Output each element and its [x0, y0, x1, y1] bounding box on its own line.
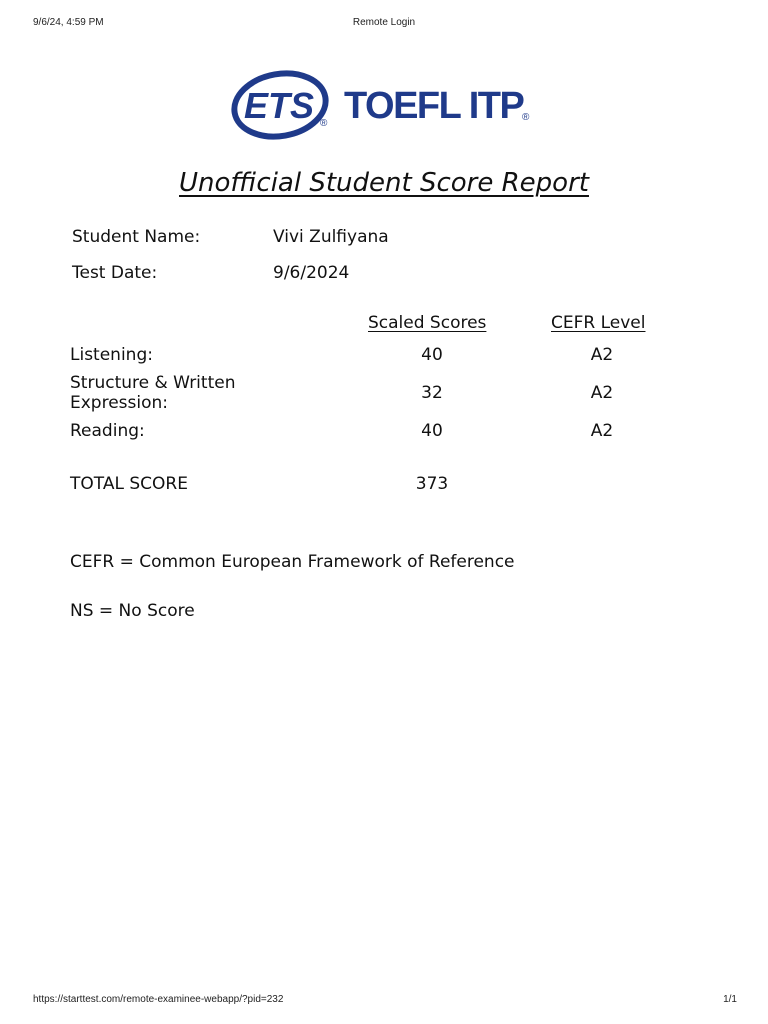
cefr-level-header: CEFR Level [551, 313, 646, 333]
print-footer [0, 994, 768, 1008]
no-score-definition-note: NS = No Score [70, 601, 195, 621]
cefr-definition-note: CEFR = Common European Framework of Reference [70, 552, 515, 572]
toefl-itp-logo-text: TOEFL ITP [344, 85, 524, 127]
scaled-score: 40 [421, 345, 443, 365]
student-name-value: Vivi Zulfiyana [273, 227, 389, 247]
cefr-level: A2 [590, 383, 614, 403]
section-label: Listening: [70, 345, 153, 365]
ets-registered-mark: ® [320, 118, 328, 129]
print-page-title: Remote Login [352, 17, 416, 28]
print-page-count: 1/1 [723, 994, 737, 1005]
report-title: Unofficial Student Score Report [179, 168, 589, 198]
print-header [0, 17, 768, 31]
toefl-registered-mark: ® [522, 112, 530, 123]
section-label: Structure & Written [70, 373, 236, 393]
print-url: https://starttest.com/remote-examinee-webapp/?pid=232 [33, 994, 284, 1005]
ets-toefl-itp-logo [230, 68, 540, 140]
scaled-score: 40 [421, 421, 443, 441]
scaled-scores-header: Scaled Scores [368, 313, 487, 333]
ets-logo-text: ETS [244, 85, 315, 126]
scaled-score: 32 [421, 383, 443, 403]
total-score-value: 373 [415, 474, 449, 494]
total-score-label: TOTAL SCORE [70, 474, 188, 494]
section-label: Reading: [70, 421, 145, 441]
student-name-label: Student Name: [72, 227, 201, 247]
test-date-label: Test Date: [72, 263, 158, 283]
section-label-line2: Expression: [70, 393, 169, 413]
cefr-level: A2 [590, 345, 614, 365]
cefr-level: A2 [590, 421, 614, 441]
test-date-value: 9/6/2024 [273, 263, 350, 283]
print-datetime: 9/6/24, 4:59 PM [33, 17, 104, 28]
